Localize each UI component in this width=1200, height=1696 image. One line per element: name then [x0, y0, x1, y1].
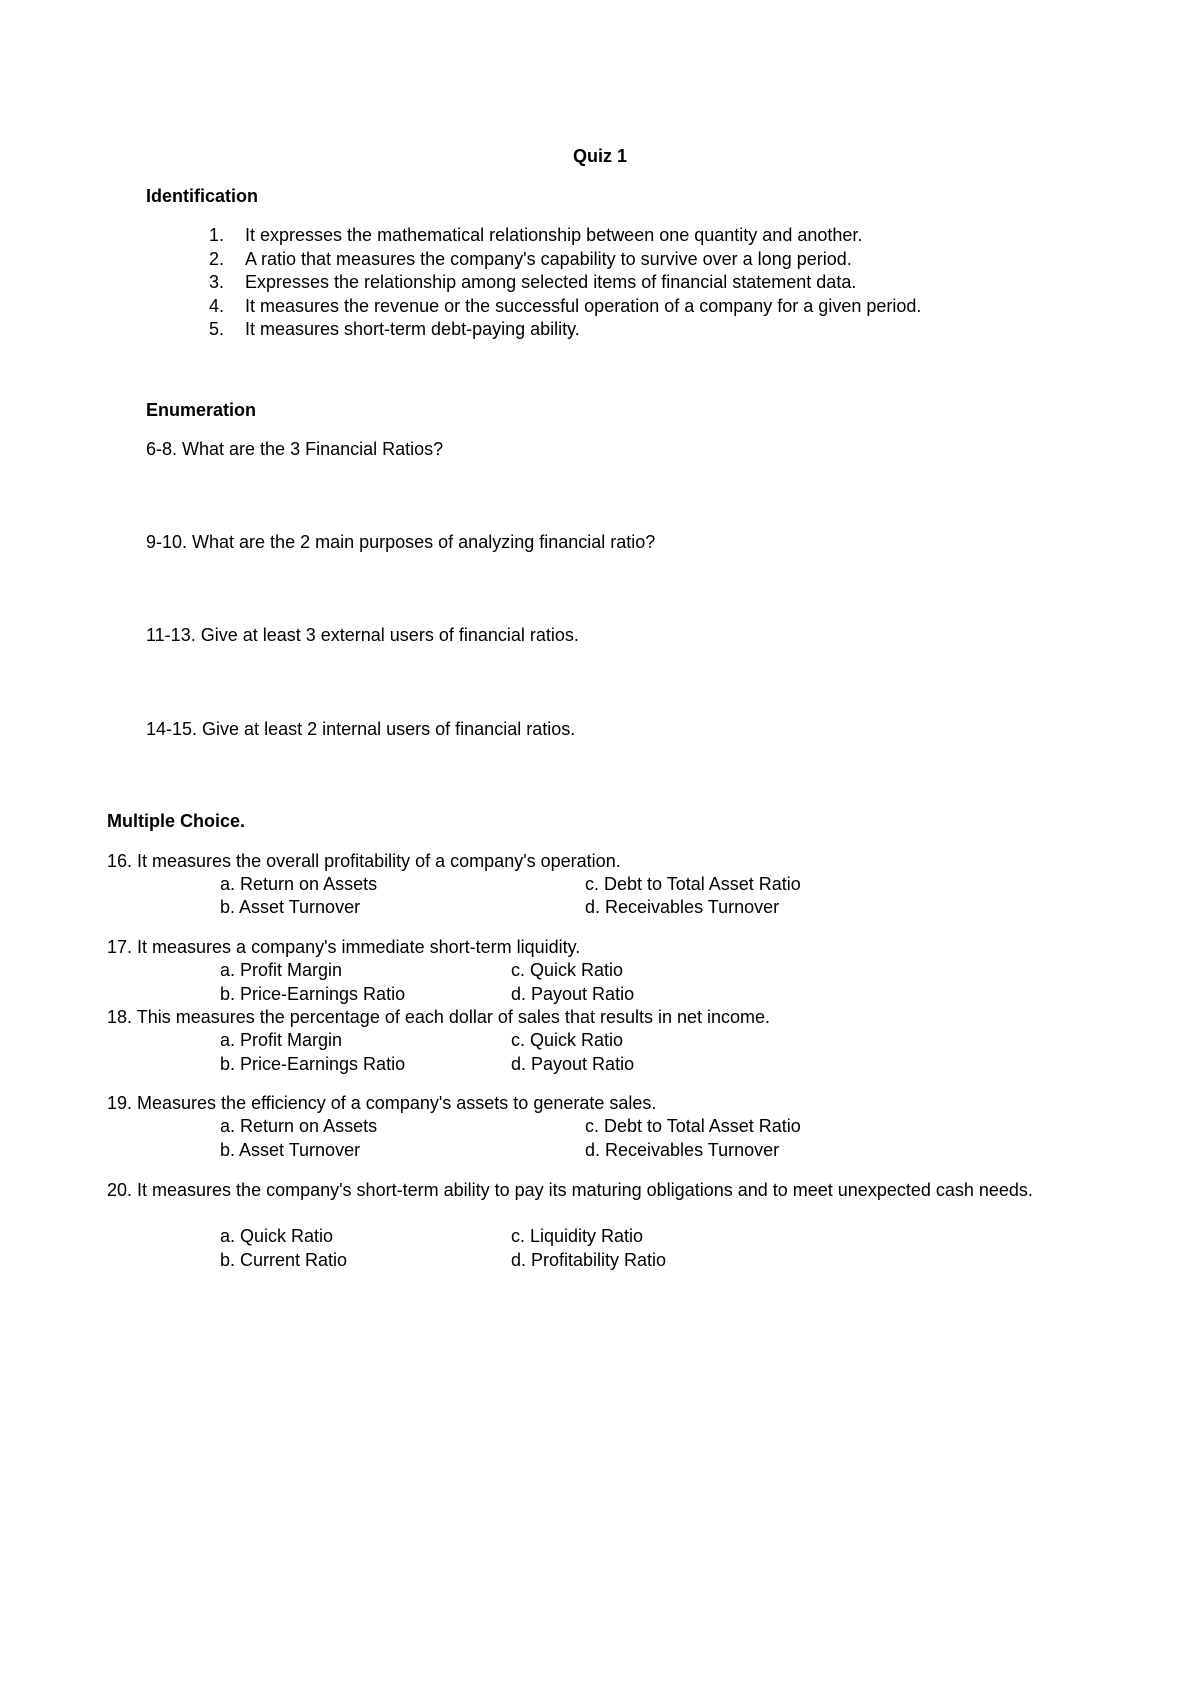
question-text: 18. This measures the percentage of each dollar of sales that results in net income. [107, 1007, 771, 1027]
option-a: a. Profit Margin [220, 1030, 343, 1050]
option-a: a. Return on Assets [220, 874, 378, 894]
option-a: a. Profit Margin [220, 960, 343, 980]
option-b: b. Asset Turnover [220, 897, 361, 917]
enumeration-item: 11-13. Give at least 3 external users of financial ratios. [146, 625, 579, 645]
option-c: c. Debt to Total Asset Ratio [585, 1116, 801, 1136]
option-b: b. Price-Earnings Ratio [220, 984, 406, 1004]
question-text: 19. Measures the efficiency of a company's assets to generate sales. [107, 1093, 657, 1113]
option-d: d. Payout Ratio [511, 984, 635, 1004]
option-a: a. Return on Assets [220, 1116, 378, 1136]
enumeration-heading: Enumeration [146, 400, 257, 420]
enumeration-item: 6-8. What are the 3 Financial Ratios? [146, 439, 444, 459]
option-c: c. Quick Ratio [511, 960, 624, 980]
question-text: 17. It measures a company's immediate short-term liquidity. [107, 937, 581, 957]
option-d: d. Receivables Turnover [585, 1140, 780, 1160]
enumeration-item: 9-10. What are the 2 main purposes of analyzing financial ratio? [146, 532, 656, 552]
question-text: 20. It measures the company's short-term ability to pay its maturing obligations and to meet unexpected cash needs. [107, 1180, 1033, 1200]
option-c: c. Quick Ratio [511, 1030, 624, 1050]
page-title: Quiz 1 [572, 146, 627, 166]
option-b: b. Price-Earnings Ratio [220, 1054, 406, 1074]
option-d: d. Profitability Ratio [511, 1250, 667, 1270]
option-c: c. Liquidity Ratio [511, 1226, 644, 1246]
option-d: d. Receivables Turnover [585, 897, 780, 917]
identification-heading: Identification [146, 186, 258, 206]
question-text: 16. It measures the overall profitability of a company's operation. [107, 851, 621, 871]
option-b: b. Asset Turnover [220, 1140, 361, 1160]
option-d: d. Payout Ratio [511, 1054, 635, 1074]
multiple-choice-heading: Multiple Choice. [107, 811, 246, 831]
option-b: b. Current Ratio [220, 1250, 348, 1270]
enumeration-item: 14-15. Give at least 2 internal users of financial ratios. [146, 719, 576, 739]
option-a: a. Quick Ratio [220, 1226, 334, 1246]
option-c: c. Debt to Total Asset Ratio [585, 874, 801, 894]
